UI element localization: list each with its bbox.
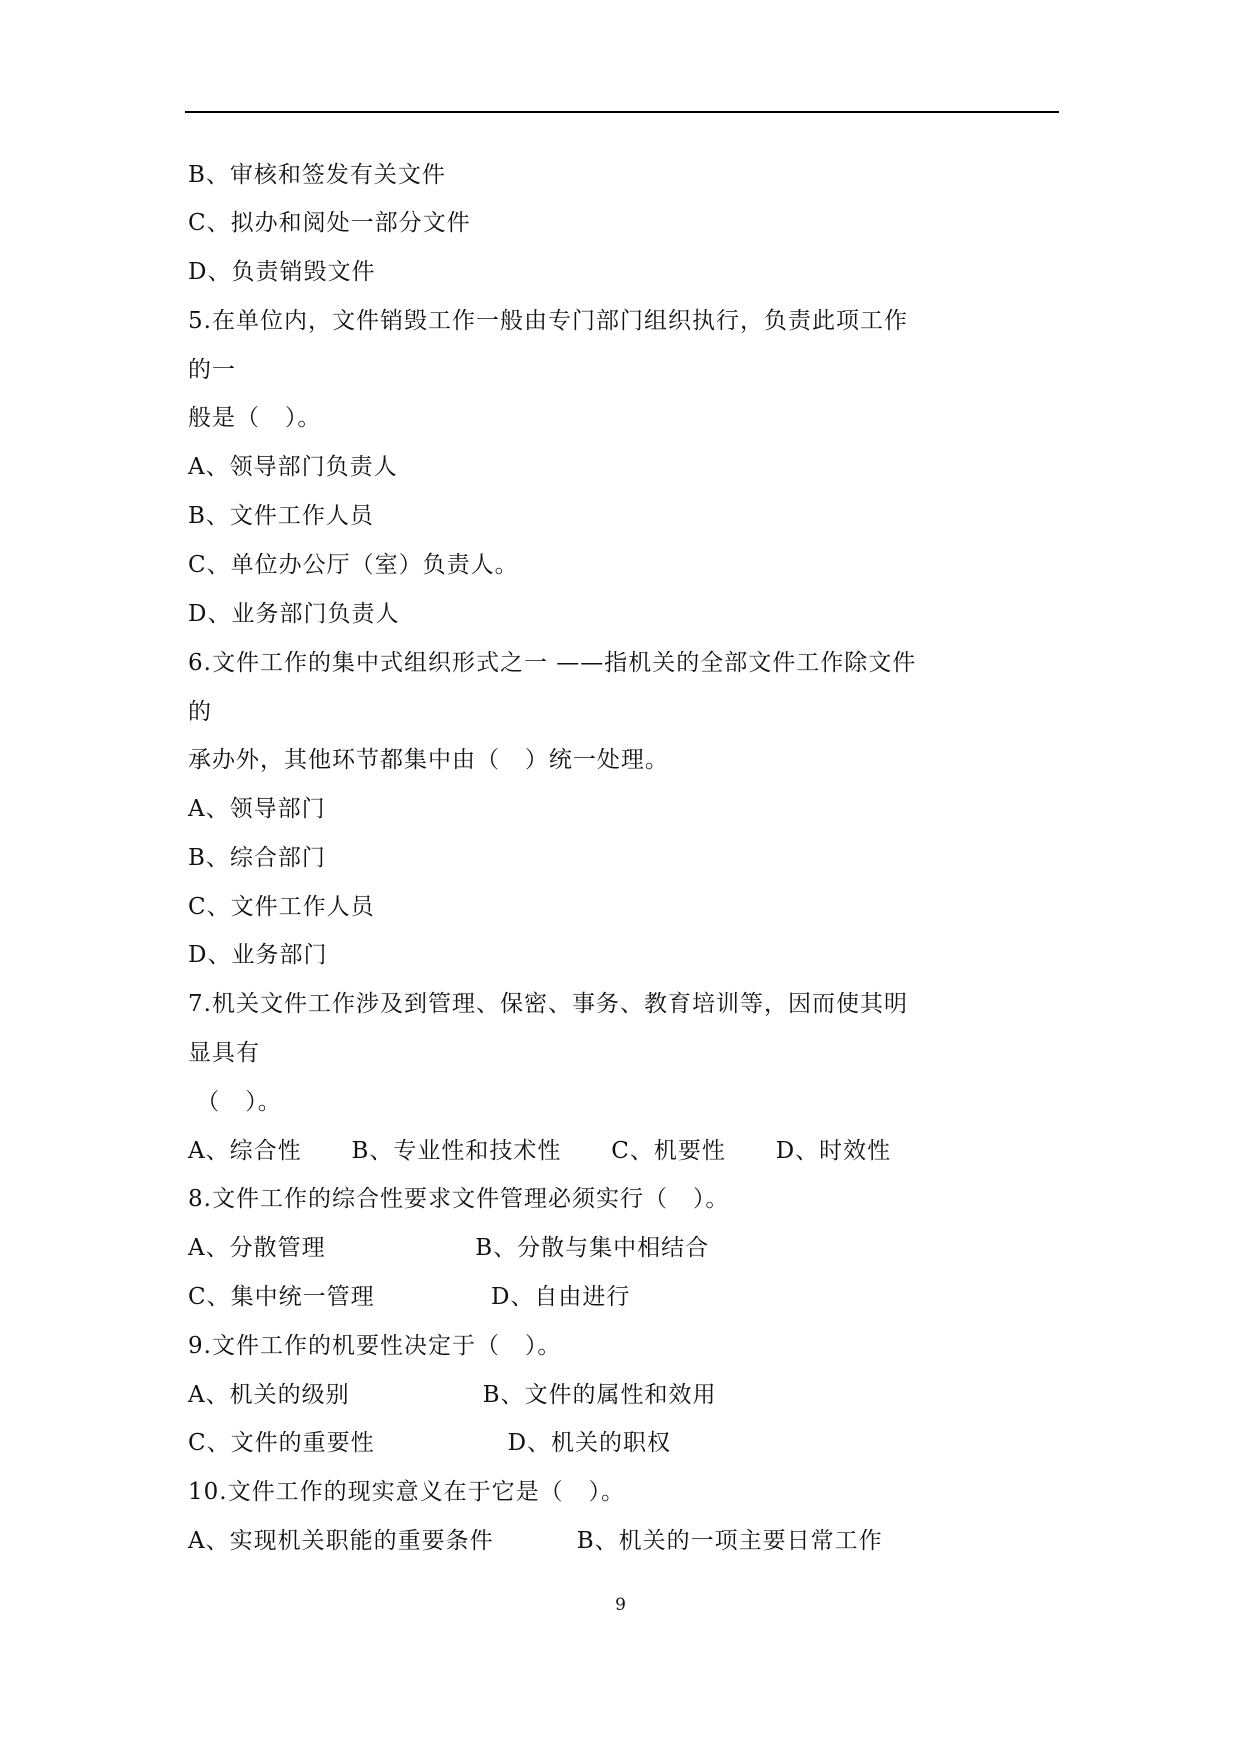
text-line: 5.在单位内，文件销毁工作一般由专门部门组织执行，负责此项工作	[188, 308, 908, 334]
text-line: A、实现机关职能的重要条件 B、机关的一项主要日常工作	[188, 1528, 883, 1554]
text-line: 7.机关文件工作涉及到管理、保密、事务、教育培训等，因而使其明	[188, 991, 908, 1017]
text-line: C、文件工作人员	[188, 894, 375, 920]
text-line: C、文件的重要性 D、机关的职权	[188, 1430, 672, 1456]
text-line: D、业务部门负责人	[188, 601, 400, 627]
text-line: 的一	[188, 357, 236, 383]
text-line: A、综合性 B、专业性和技术性 C、机要性 D、时效性	[188, 1138, 892, 1164]
text-line: 6.文件工作的集中式组织形式之一 ——指机关的全部文件工作除文件	[188, 650, 917, 676]
text-line: C、集中统一管理 D、自由进行	[188, 1284, 631, 1310]
text-line: A、领导部门负责人	[188, 454, 398, 480]
text-line: C、单位办公厅（室）负责人。	[188, 552, 519, 578]
page-number: 9	[615, 1595, 626, 1615]
text-line: 显具有	[188, 1040, 260, 1066]
text-line: B、文件工作人员	[188, 503, 374, 529]
text-line: 8.文件工作的综合性要求文件管理必须实行（ ）。	[188, 1186, 730, 1212]
text-line: B、审核和签发有关文件	[188, 162, 446, 188]
text-line: A、机关的级别 B、文件的属性和效用	[188, 1382, 717, 1408]
text-line: C、拟办和阅处一部分文件	[188, 210, 471, 236]
header-rule	[185, 111, 1059, 113]
text-line: 10.文件工作的现实意义在于它是（ ）。	[188, 1479, 626, 1505]
text-line: B、综合部门	[188, 845, 326, 871]
text-line: 承办外，其他环节都集中由（ ）统一处理。	[188, 747, 669, 773]
text-line: A、领导部门	[188, 796, 326, 822]
text-line: 般是（ ）。	[188, 405, 322, 431]
text-line: D、业务部门	[188, 942, 328, 968]
text-line: （ ）。	[188, 1089, 282, 1115]
text-line: D、负责销毁文件	[188, 259, 376, 285]
text-line: 的	[188, 699, 212, 725]
text-line: A、分散管理 B、分散与集中相结合	[188, 1235, 710, 1261]
text-line: 9.文件工作的机要性决定于（ ）。	[188, 1333, 562, 1359]
